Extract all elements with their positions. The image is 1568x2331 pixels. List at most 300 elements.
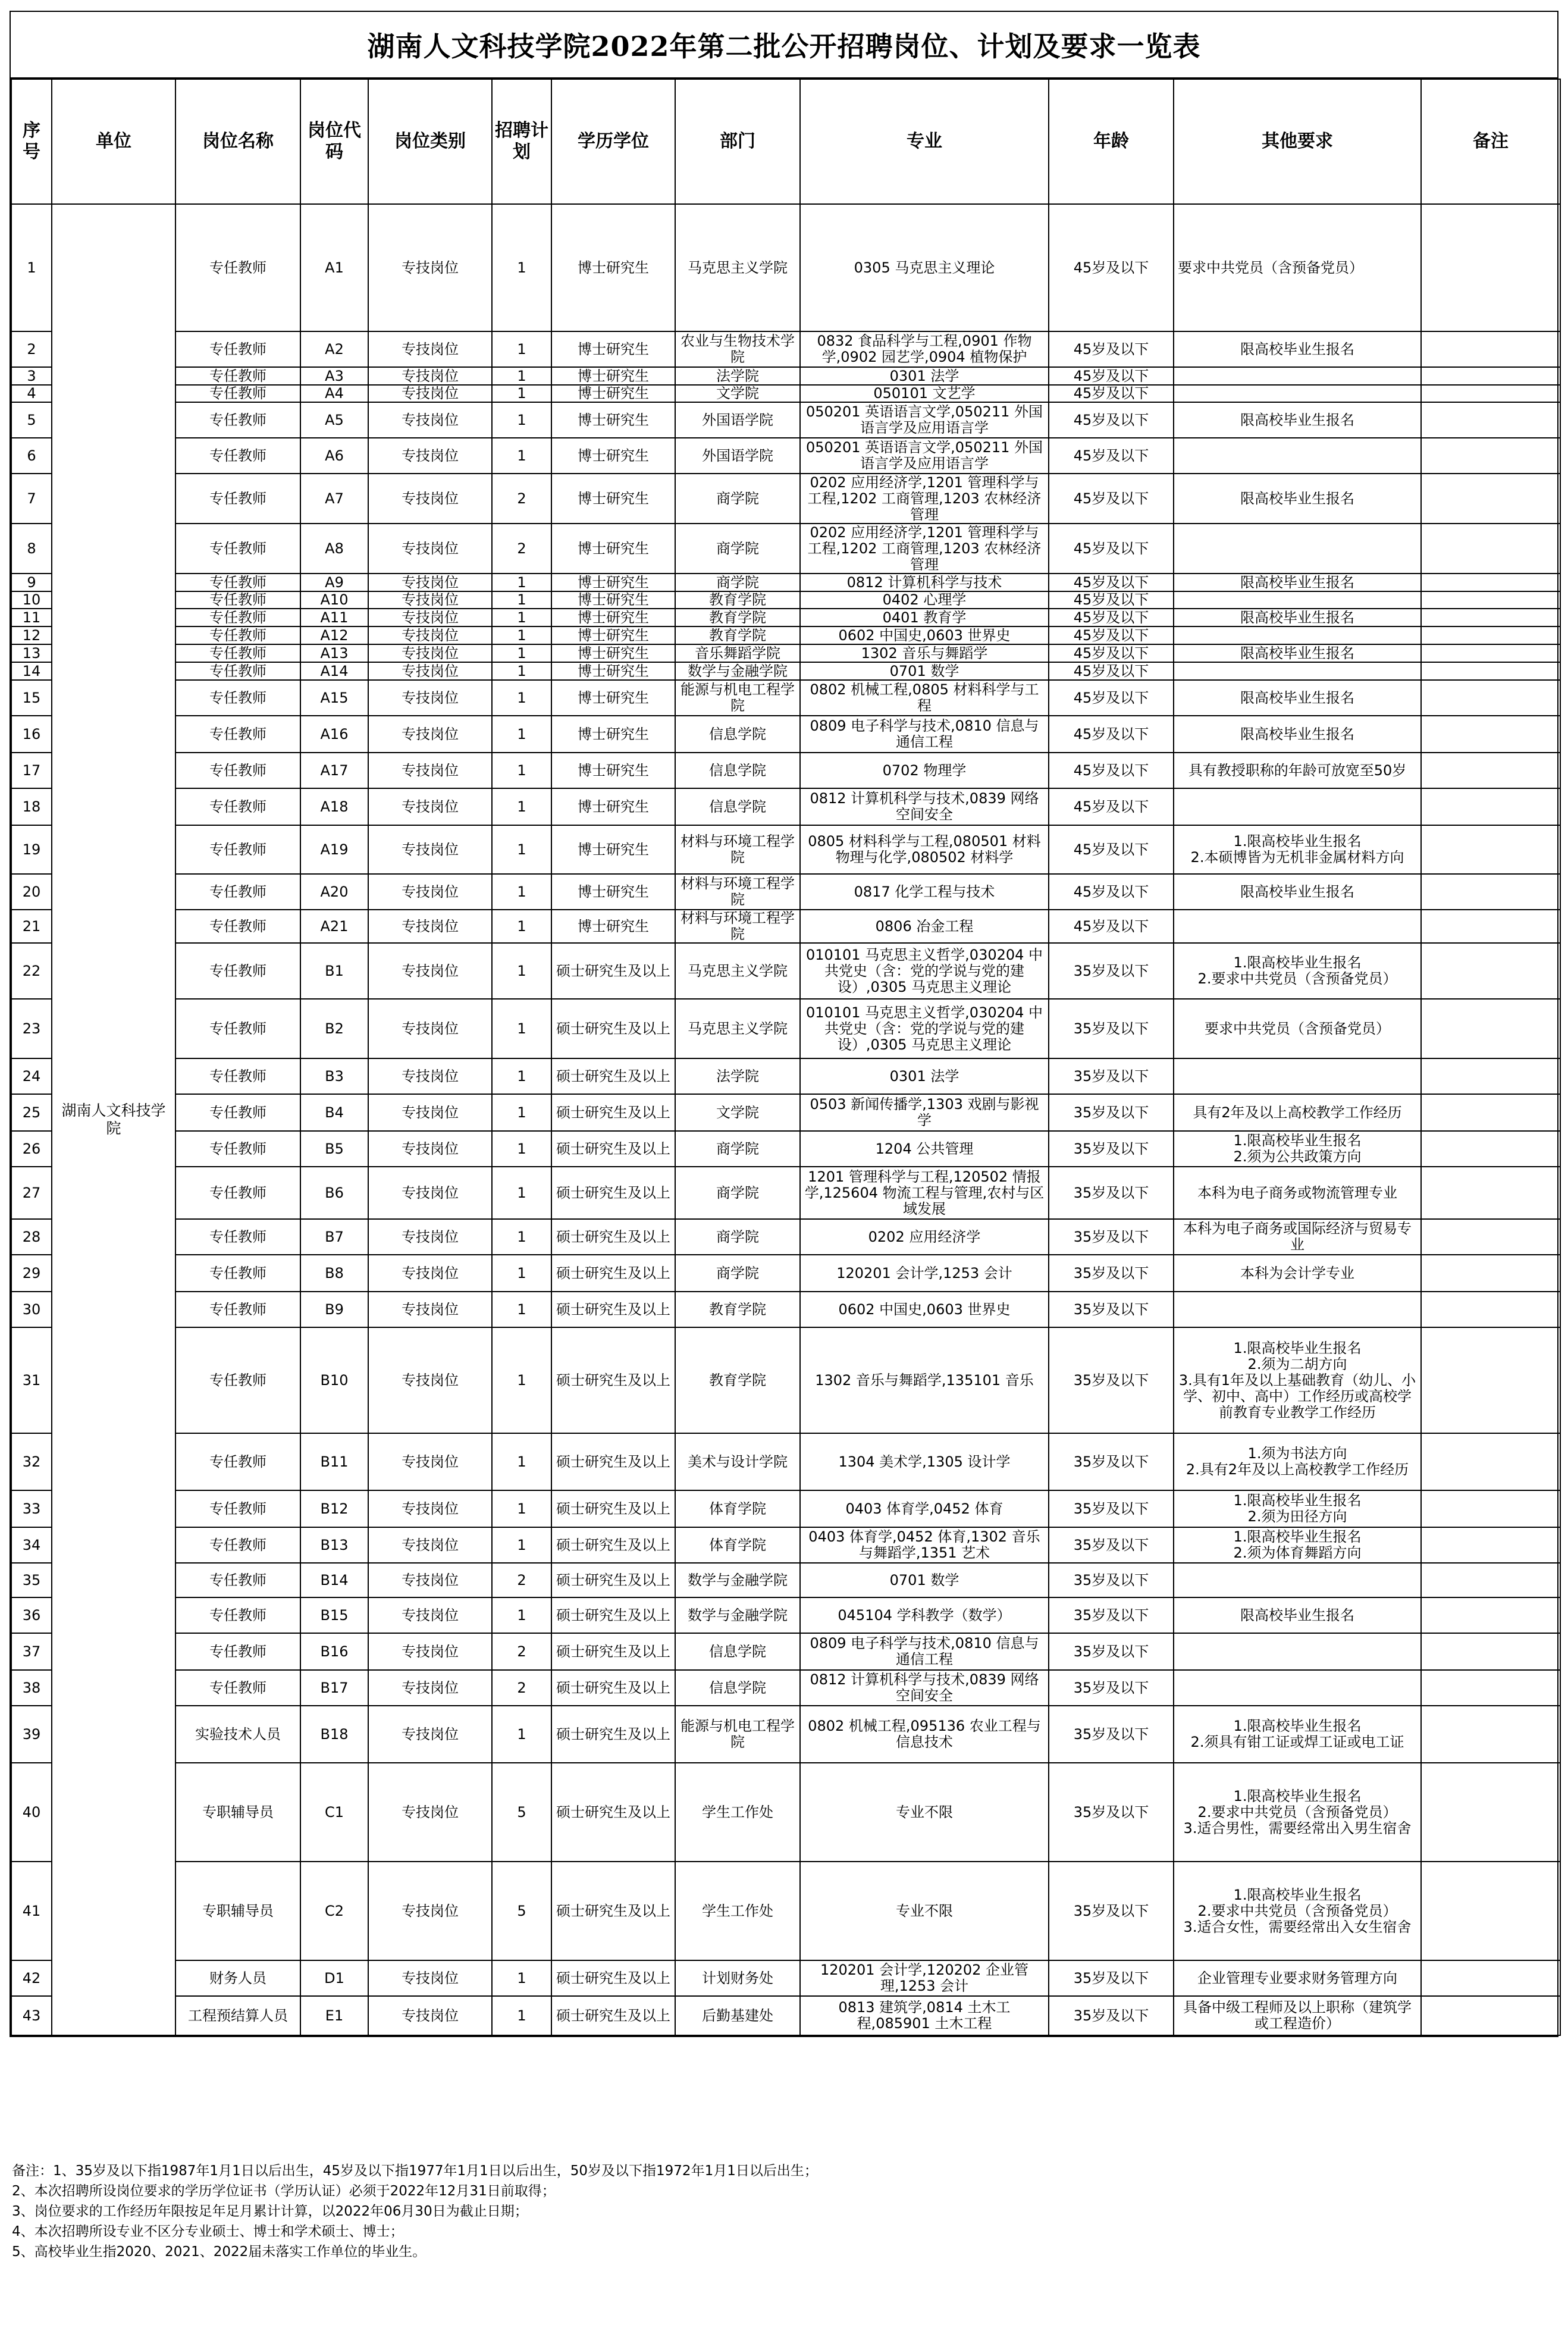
header-cell: 专业	[800, 79, 1049, 204]
department-cell: 商学院	[675, 524, 800, 574]
major-cell: 0305 马克思主义理论	[800, 204, 1049, 331]
age-cell: 35岁及以下	[1049, 999, 1174, 1058]
post-code-cell: A12	[300, 626, 368, 644]
post-type-cell: 专技岗位	[368, 1763, 492, 1862]
other-requirements-cell	[1174, 524, 1421, 574]
table-row	[11, 1670, 1560, 1706]
remarks-cell	[1421, 680, 1560, 716]
post-code-cell: A10	[300, 591, 368, 609]
department-cell: 外国语学院	[675, 402, 800, 438]
major-cell: 专业不限	[800, 1862, 1049, 1960]
hiring-plan-cell: 1	[492, 788, 551, 825]
post-code-cell: B12	[300, 1490, 368, 1527]
post-name-cell: 专任教师	[175, 874, 300, 910]
education-cell: 博士研究生	[551, 680, 675, 716]
department-cell: 文学院	[675, 385, 800, 402]
table-row	[11, 626, 1560, 644]
department-cell: 体育学院	[675, 1527, 800, 1563]
other-requirements-cell: 限高校毕业生报名	[1174, 474, 1421, 524]
remarks-cell	[1421, 910, 1560, 943]
education-cell: 硕士研究生及以上	[551, 1292, 675, 1327]
age-cell: 35岁及以下	[1049, 1094, 1174, 1131]
major-cell: 专业不限	[800, 1763, 1049, 1862]
education-cell: 硕士研究生及以上	[551, 1255, 675, 1292]
post-name-cell: 专任教师	[175, 680, 300, 716]
table-row	[11, 644, 1560, 662]
remarks-cell	[1421, 662, 1560, 680]
hiring-plan-cell: 1	[492, 716, 551, 753]
age-cell: 35岁及以下	[1049, 1167, 1174, 1219]
major-cell: 0813 建筑学,0814 土木工程,085901 土木工程	[800, 1996, 1049, 2035]
hiring-plan-cell: 1	[492, 1490, 551, 1527]
department-cell: 商学院	[675, 474, 800, 524]
education-cell: 博士研究生	[551, 788, 675, 825]
table-row	[11, 402, 1560, 438]
education-cell: 硕士研究生及以上	[551, 1527, 675, 1563]
row-number-cell: 1	[11, 204, 52, 331]
table-row	[11, 1633, 1560, 1670]
table-row	[11, 1255, 1560, 1292]
other-requirements-cell: 本科为电子商务或物流管理专业	[1174, 1167, 1421, 1219]
hiring-plan-cell: 1	[492, 204, 551, 331]
hiring-plan-cell: 1	[492, 910, 551, 943]
post-code-cell: B4	[300, 1094, 368, 1131]
row-number-cell: 32	[11, 1433, 52, 1490]
age-cell: 35岁及以下	[1049, 1255, 1174, 1292]
header-cell: 部门	[675, 79, 800, 204]
post-code-cell: B16	[300, 1633, 368, 1670]
table-row	[11, 999, 1560, 1058]
education-cell: 硕士研究生及以上	[551, 1131, 675, 1167]
post-code-cell: D1	[300, 1960, 368, 1996]
hiring-plan-cell: 2	[492, 1563, 551, 1597]
major-cell: 010101 马克思主义哲学,030204 中共党史（含：党的学说与党的建设）,0305 马克思主义理论	[800, 999, 1049, 1058]
other-requirements-cell	[1174, 591, 1421, 609]
major-cell: 050201 英语语言文学,050211 外国语言学及应用语言学	[800, 438, 1049, 474]
age-cell: 35岁及以下	[1049, 1219, 1174, 1255]
recruitment-table-sheet	[10, 11, 1558, 2037]
post-type-cell: 专技岗位	[368, 1433, 492, 1490]
header-cell: 学历学位	[551, 79, 675, 204]
education-cell: 硕士研究生及以上	[551, 1327, 675, 1433]
post-type-cell: 专技岗位	[368, 680, 492, 716]
post-code-cell: A5	[300, 402, 368, 438]
post-code-cell: B13	[300, 1527, 368, 1563]
post-type-cell: 专技岗位	[368, 474, 492, 524]
hiring-plan-cell: 1	[492, 385, 551, 402]
row-number-cell: 16	[11, 716, 52, 753]
major-cell: 1201 管理科学与工程,120502 情报学,125604 物流工程与管理,农村与区域发展	[800, 1167, 1049, 1219]
post-code-cell: A7	[300, 474, 368, 524]
major-cell: 0202 应用经济学	[800, 1219, 1049, 1255]
row-number-cell: 42	[11, 1960, 52, 1996]
table-row	[11, 1862, 1560, 1960]
post-code-cell: E1	[300, 1996, 368, 2035]
post-name-cell: 专任教师	[175, 910, 300, 943]
other-requirements-cell: 限高校毕业生报名	[1174, 644, 1421, 662]
remarks-cell	[1421, 1597, 1560, 1633]
major-cell: 0402 心理学	[800, 591, 1049, 609]
remarks-cell	[1421, 474, 1560, 524]
major-cell: 0701 数学	[800, 1563, 1049, 1597]
major-cell: 0812 计算机科学与技术	[800, 574, 1049, 591]
major-cell: 0802 机械工程,095136 农业工程与信息技术	[800, 1706, 1049, 1763]
education-cell: 硕士研究生及以上	[551, 1433, 675, 1490]
post-name-cell: 专任教师	[175, 474, 300, 524]
age-cell: 45岁及以下	[1049, 609, 1174, 626]
other-requirements-cell: 1.限高校毕业生报名 2.须为体育舞蹈方向	[1174, 1527, 1421, 1563]
major-cell: 0805 材料科学与工程,080501 材料物理与化学,080502 材料学	[800, 825, 1049, 874]
row-number-cell: 41	[11, 1862, 52, 1960]
other-requirements-cell	[1174, 1292, 1421, 1327]
post-code-cell: A13	[300, 644, 368, 662]
post-name-cell: 专任教师	[175, 1563, 300, 1597]
hiring-plan-cell: 1	[492, 680, 551, 716]
major-cell: 0812 计算机科学与技术,0839 网络空间安全	[800, 788, 1049, 825]
post-name-cell: 专任教师	[175, 1597, 300, 1633]
post-type-cell: 专技岗位	[368, 943, 492, 999]
row-number-cell: 3	[11, 367, 52, 385]
education-cell: 博士研究生	[551, 367, 675, 385]
table-row	[11, 910, 1560, 943]
post-name-cell: 专任教师	[175, 438, 300, 474]
post-type-cell: 专技岗位	[368, 204, 492, 331]
major-cell: 010101 马克思主义哲学,030204 中共党史（含：党的学说与党的建设）,0305 马克思主义理论	[800, 943, 1049, 999]
row-number-cell: 38	[11, 1670, 52, 1706]
department-cell: 材料与环境工程学院	[675, 825, 800, 874]
hiring-plan-cell: 1	[492, 753, 551, 788]
post-type-cell: 专技岗位	[368, 716, 492, 753]
post-name-cell: 专任教师	[175, 999, 300, 1058]
hiring-plan-cell: 1	[492, 1597, 551, 1633]
major-cell: 0702 物理学	[800, 753, 1049, 788]
row-number-cell: 15	[11, 680, 52, 716]
post-code-cell: B15	[300, 1597, 368, 1633]
department-cell: 能源与机电工程学院	[675, 1706, 800, 1763]
post-name-cell: 专任教师	[175, 367, 300, 385]
department-cell: 美术与设计学院	[675, 1433, 800, 1490]
header-cell: 岗位代码	[300, 79, 368, 204]
post-code-cell: A2	[300, 331, 368, 367]
education-cell: 博士研究生	[551, 716, 675, 753]
age-cell: 45岁及以下	[1049, 825, 1174, 874]
table-row	[11, 524, 1560, 574]
hiring-plan-cell: 2	[492, 1633, 551, 1670]
other-requirements-cell: 1.限高校毕业生报名 2.要求中共党员（含预备党员） 3.适合女性，需要经常出入女生宿舍	[1174, 1862, 1421, 1960]
remarks-cell	[1421, 943, 1560, 999]
other-requirements-cell: 限高校毕业生报名	[1174, 716, 1421, 753]
age-cell: 45岁及以下	[1049, 874, 1174, 910]
row-number-cell: 8	[11, 524, 52, 574]
post-type-cell: 专技岗位	[368, 1633, 492, 1670]
major-cell: 0802 机械工程,0805 材料科学与工程	[800, 680, 1049, 716]
post-type-cell: 专技岗位	[368, 1862, 492, 1960]
department-cell: 计划财务处	[675, 1960, 800, 1996]
major-cell: 1302 音乐与舞蹈学	[800, 644, 1049, 662]
hiring-plan-cell: 1	[492, 367, 551, 385]
post-name-cell: 专任教师	[175, 644, 300, 662]
table-row	[11, 1563, 1560, 1597]
age-cell: 35岁及以下	[1049, 1862, 1174, 1960]
page-title: 湖南人文科技学院2022年第二批公开招聘岗位、计划及要求一览表	[11, 12, 1557, 79]
post-name-cell: 专任教师	[175, 1167, 300, 1219]
row-number-cell: 9	[11, 574, 52, 591]
hiring-plan-cell: 1	[492, 1255, 551, 1292]
department-cell: 商学院	[675, 1131, 800, 1167]
row-number-cell: 6	[11, 438, 52, 474]
row-number-cell: 26	[11, 1131, 52, 1167]
row-number-cell: 40	[11, 1763, 52, 1862]
department-cell: 商学院	[675, 1167, 800, 1219]
remarks-cell	[1421, 1670, 1560, 1706]
education-cell: 硕士研究生及以上	[551, 1633, 675, 1670]
post-code-cell: B6	[300, 1167, 368, 1219]
table-row	[11, 680, 1560, 716]
hiring-plan-cell: 1	[492, 1960, 551, 1996]
other-requirements-cell: 1.限高校毕业生报名 2.本硕博皆为无机非金属材料方向	[1174, 825, 1421, 874]
post-type-cell: 专技岗位	[368, 331, 492, 367]
age-cell: 45岁及以下	[1049, 591, 1174, 609]
age-cell: 35岁及以下	[1049, 1433, 1174, 1490]
post-type-cell: 专技岗位	[368, 1327, 492, 1433]
post-name-cell: 专任教师	[175, 1433, 300, 1490]
post-type-cell: 专技岗位	[368, 524, 492, 574]
education-cell: 硕士研究生及以上	[551, 1706, 675, 1763]
other-requirements-cell	[1174, 385, 1421, 402]
post-code-cell: A14	[300, 662, 368, 680]
other-requirements-cell: 1.限高校毕业生报名 2.要求中共党员（含预备党员） 3.适合男性，需要经常出入男生宿舍	[1174, 1763, 1421, 1862]
department-cell: 信息学院	[675, 788, 800, 825]
remarks-cell	[1421, 1763, 1560, 1862]
post-type-cell: 专技岗位	[368, 402, 492, 438]
major-cell: 0403 体育学,0452 体育	[800, 1490, 1049, 1527]
hiring-plan-cell: 1	[492, 1327, 551, 1433]
department-cell: 教育学院	[675, 609, 800, 626]
other-requirements-cell: 要求中共党员（含预备党员）	[1174, 204, 1421, 331]
post-type-cell: 专技岗位	[368, 1706, 492, 1763]
department-cell: 外国语学院	[675, 438, 800, 474]
education-cell: 博士研究生	[551, 204, 675, 331]
row-number-cell: 39	[11, 1706, 52, 1763]
remarks-cell	[1421, 753, 1560, 788]
remarks-cell	[1421, 1058, 1560, 1094]
hiring-plan-cell: 1	[492, 609, 551, 626]
education-cell: 硕士研究生及以上	[551, 1490, 675, 1527]
post-code-cell: A19	[300, 825, 368, 874]
post-type-cell: 专技岗位	[368, 1167, 492, 1219]
row-number-cell: 7	[11, 474, 52, 524]
major-cell: 120201 会计学,1253 会计	[800, 1255, 1049, 1292]
education-cell: 博士研究生	[551, 825, 675, 874]
age-cell: 35岁及以下	[1049, 1327, 1174, 1433]
remarks-cell	[1421, 825, 1560, 874]
note-line: 4、本次招聘所设专业不区分专业硕士、博士和学术硕士、博士；	[12, 2224, 404, 2239]
other-requirements-cell: 1.须为书法方向 2.具有2年及以上高校教学工作经历	[1174, 1433, 1421, 1490]
other-requirements-cell	[1174, 1633, 1421, 1670]
post-code-cell: A6	[300, 438, 368, 474]
post-name-cell: 专职辅导员	[175, 1862, 300, 1960]
hiring-plan-cell: 1	[492, 825, 551, 874]
post-name-cell: 实验技术人员	[175, 1706, 300, 1763]
major-cell: 0817 化学工程与技术	[800, 874, 1049, 910]
post-name-cell: 专任教师	[175, 788, 300, 825]
other-requirements-cell: 具备中级工程师及以上职称（建筑学或工程造价）	[1174, 1996, 1421, 2035]
post-type-cell: 专技岗位	[368, 1670, 492, 1706]
education-cell: 博士研究生	[551, 626, 675, 644]
major-cell: 0202 应用经济学,1201 管理科学与工程,1202 工商管理,1203 农林经济管理	[800, 474, 1049, 524]
other-requirements-cell	[1174, 626, 1421, 644]
post-type-cell: 专技岗位	[368, 662, 492, 680]
major-cell: 0806 冶金工程	[800, 910, 1049, 943]
department-cell: 信息学院	[675, 1633, 800, 1670]
post-type-cell: 专技岗位	[368, 1131, 492, 1167]
remarks-cell	[1421, 591, 1560, 609]
table-row	[11, 1996, 1560, 2035]
remarks-cell	[1421, 574, 1560, 591]
other-requirements-cell	[1174, 910, 1421, 943]
hiring-plan-cell: 1	[492, 331, 551, 367]
education-cell: 博士研究生	[551, 574, 675, 591]
remarks-cell	[1421, 1433, 1560, 1490]
remarks-cell	[1421, 1996, 1560, 2035]
remarks-cell	[1421, 788, 1560, 825]
post-name-cell: 专任教师	[175, 825, 300, 874]
other-requirements-cell	[1174, 1058, 1421, 1094]
remarks-cell	[1421, 1490, 1560, 1527]
hiring-plan-cell: 1	[492, 662, 551, 680]
post-code-cell: A4	[300, 385, 368, 402]
hiring-plan-cell: 1	[492, 1094, 551, 1131]
post-code-cell: B10	[300, 1327, 368, 1433]
post-type-cell: 专技岗位	[368, 609, 492, 626]
education-cell: 博士研究生	[551, 385, 675, 402]
hiring-plan-cell: 2	[492, 474, 551, 524]
education-cell: 硕士研究生及以上	[551, 943, 675, 999]
header-cell: 岗位名称	[175, 79, 300, 204]
major-cell: 0809 电子科学与技术,0810 信息与通信工程	[800, 716, 1049, 753]
table-row	[11, 788, 1560, 825]
department-cell: 教育学院	[675, 626, 800, 644]
remarks-cell	[1421, 1292, 1560, 1327]
table-row	[11, 438, 1560, 474]
post-type-cell: 专技岗位	[368, 574, 492, 591]
age-cell: 45岁及以下	[1049, 367, 1174, 385]
table-row	[11, 1131, 1560, 1167]
table-row	[11, 331, 1560, 367]
major-cell: 1302 音乐与舞蹈学,135101 音乐	[800, 1327, 1049, 1433]
age-cell: 45岁及以下	[1049, 910, 1174, 943]
row-number-cell: 5	[11, 402, 52, 438]
major-cell: 045104 学科教学（数学）	[800, 1597, 1049, 1633]
education-cell: 博士研究生	[551, 609, 675, 626]
post-type-cell: 专技岗位	[368, 1996, 492, 2035]
education-cell: 博士研究生	[551, 644, 675, 662]
department-cell: 信息学院	[675, 753, 800, 788]
post-name-cell: 专任教师	[175, 524, 300, 574]
row-number-cell: 12	[11, 626, 52, 644]
other-requirements-cell: 1.限高校毕业生报名 2.须为田径方向	[1174, 1490, 1421, 1527]
row-number-cell: 28	[11, 1219, 52, 1255]
post-name-cell: 专任教师	[175, 1058, 300, 1094]
department-cell: 教育学院	[675, 1327, 800, 1433]
table-row	[11, 385, 1560, 402]
age-cell: 35岁及以下	[1049, 1597, 1174, 1633]
other-requirements-cell: 限高校毕业生报名	[1174, 680, 1421, 716]
major-cell: 0403 体育学,0452 体育,1302 音乐与舞蹈学,1351 艺术	[800, 1527, 1049, 1563]
department-cell: 商学院	[675, 1255, 800, 1292]
post-code-cell: B18	[300, 1706, 368, 1763]
other-requirements-cell: 具有教授职称的年龄可放宽至50岁	[1174, 753, 1421, 788]
post-type-cell: 专技岗位	[368, 1597, 492, 1633]
major-cell: 0809 电子科学与技术,0810 信息与通信工程	[800, 1633, 1049, 1670]
major-cell: 0301 法学	[800, 1058, 1049, 1094]
department-cell: 商学院	[675, 1219, 800, 1255]
table-row	[11, 591, 1560, 609]
row-number-cell: 23	[11, 999, 52, 1058]
table-row	[11, 1490, 1560, 1527]
row-number-cell: 18	[11, 788, 52, 825]
table-row	[11, 753, 1560, 788]
department-cell: 信息学院	[675, 716, 800, 753]
education-cell: 硕士研究生及以上	[551, 1167, 675, 1219]
post-code-cell: B14	[300, 1563, 368, 1597]
remarks-cell	[1421, 626, 1560, 644]
other-requirements-cell: 本科为会计学专业	[1174, 1255, 1421, 1292]
header-cell: 单位	[52, 79, 175, 204]
row-number-cell: 33	[11, 1490, 52, 1527]
remarks-cell	[1421, 874, 1560, 910]
department-cell: 信息学院	[675, 1670, 800, 1706]
row-number-cell: 34	[11, 1527, 52, 1563]
post-name-cell: 财务人员	[175, 1960, 300, 1996]
header-cell: 招聘计划	[492, 79, 551, 204]
department-cell: 教育学院	[675, 591, 800, 609]
post-type-cell: 专技岗位	[368, 1058, 492, 1094]
age-cell: 35岁及以下	[1049, 1996, 1174, 2035]
remarks-cell	[1421, 1633, 1560, 1670]
post-type-cell: 专技岗位	[368, 874, 492, 910]
row-number-cell: 35	[11, 1563, 52, 1597]
post-type-cell: 专技岗位	[368, 591, 492, 609]
table-row	[11, 662, 1560, 680]
department-cell: 后勤基建处	[675, 1996, 800, 2035]
age-cell: 45岁及以下	[1049, 204, 1174, 331]
major-cell: 0832 食品科学与工程,0901 作物学,0902 园艺学,0904 植物保护	[800, 331, 1049, 367]
department-cell: 马克思主义学院	[675, 999, 800, 1058]
header-cell: 其他要求	[1174, 79, 1421, 204]
post-code-cell: A21	[300, 910, 368, 943]
post-name-cell: 专任教师	[175, 1633, 300, 1670]
table-row	[11, 1706, 1560, 1763]
hiring-plan-cell: 1	[492, 1706, 551, 1763]
education-cell: 硕士研究生及以上	[551, 1960, 675, 1996]
department-cell: 法学院	[675, 367, 800, 385]
row-number-cell: 30	[11, 1292, 52, 1327]
post-name-cell: 专任教师	[175, 1670, 300, 1706]
department-cell: 农业与生物技术学院	[675, 331, 800, 367]
other-requirements-cell: 1.限高校毕业生报名 2.须为公共政策方向	[1174, 1131, 1421, 1167]
post-name-cell: 专任教师	[175, 609, 300, 626]
row-number-cell: 36	[11, 1597, 52, 1633]
post-code-cell: B2	[300, 999, 368, 1058]
education-cell: 博士研究生	[551, 591, 675, 609]
other-requirements-cell: 1.限高校毕业生报名 2.须为二胡方向 3.具有1年及以上基础教育（幼儿、小学、初中、高中）工作经历或高校学前教育专业教学工作经历	[1174, 1327, 1421, 1433]
other-requirements-cell	[1174, 438, 1421, 474]
remarks-cell	[1421, 1167, 1560, 1219]
hiring-plan-cell: 1	[492, 626, 551, 644]
department-cell: 商学院	[675, 574, 800, 591]
table-row	[11, 1219, 1560, 1255]
